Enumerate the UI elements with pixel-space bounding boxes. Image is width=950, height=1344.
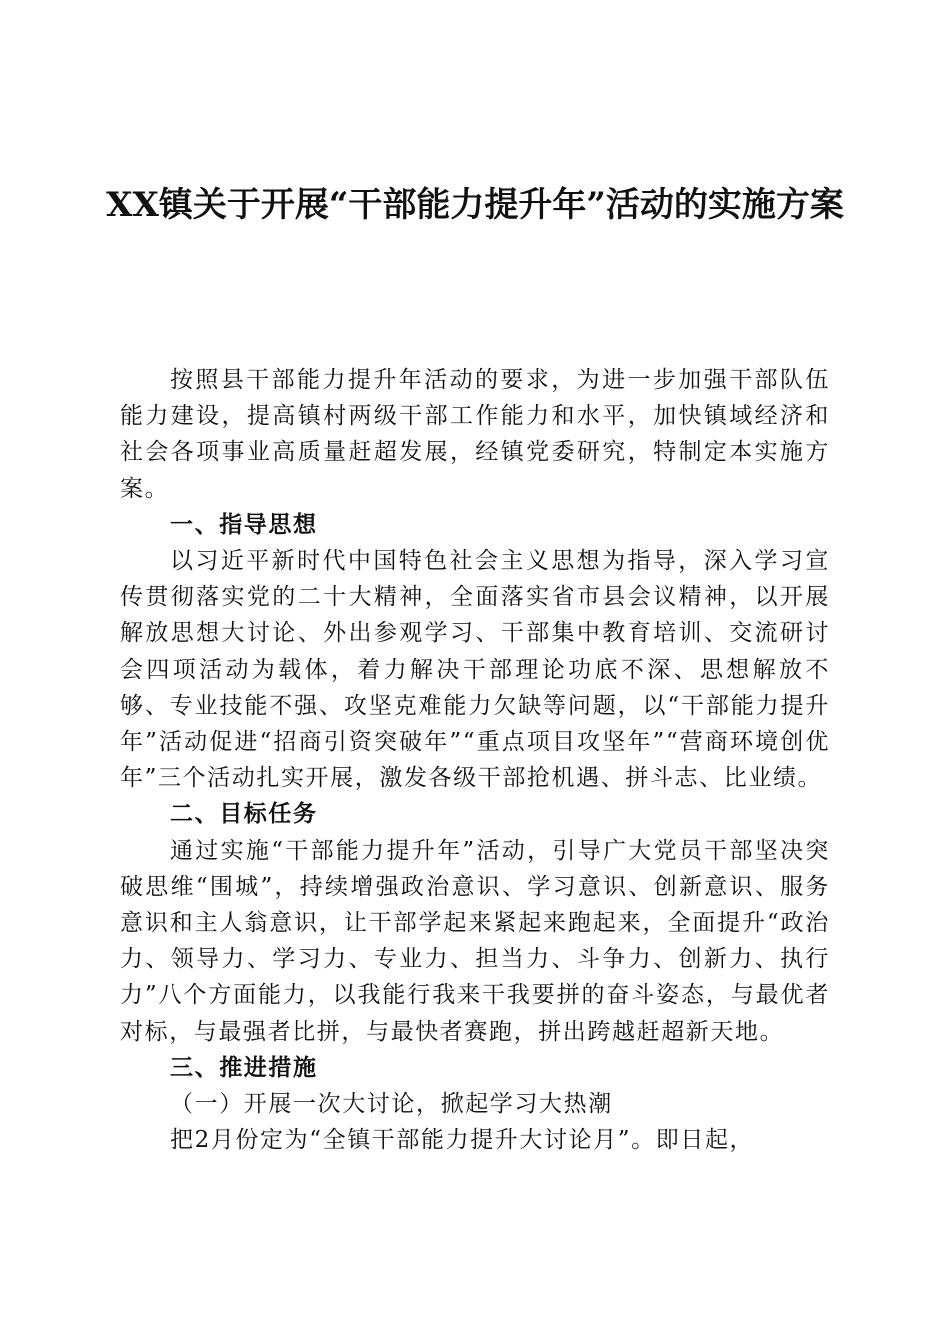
- document-body: [120, 362, 830, 1158]
- section-heading-guiding-ideology: 一、指导思想: [170, 511, 318, 538]
- subsection-paragraph-discussion: 把2月份定为“全镇干部能力提升大讨论月”。即日起，: [170, 1127, 755, 1154]
- section-paragraph-guiding-ideology: 以习近平新时代中国特色社会主义思想为指导，深入学习宣传贯彻落实党的二十大精神，全面落实省市县会议精神，以开展解放思想大讨论、外出参观学习、干部集中教育培训、交流研讨会四项活动为载体，着力解决干部理论功底不深、思想解放不够、专业技能不强、攻坚克难能力欠缺等问题，以“干部能力提升年”活动促进“招商引资突破年”“重点项目攻坚年”“营商环境创优年”三个活动扎实开展，激发各级干部抢机遇、拼斗志、比业绩。: [120, 548, 830, 792]
- intro-paragraph: 按照县干部能力提升年活动的要求，为进一步加强干部队伍能力建设，提高镇村两级干部工作能力和水平，加快镇域经济和社会各项事业高质量赶超发展，经镇党委研究，特制定本实施方案。: [120, 367, 830, 502]
- section-paragraph-objectives: 通过实施“干部能力提升年”活动，引导广大党员干部坚决突破思维“围城”，持续增强政治意识、学习意识、创新意识、服务意识和主人翁意识，让干部学起来紧起来跑起来，全面提升“政治力、领导力、学习力、专业力、担当力、斗争力、创新力、执行力”八个方面能力，以我能行我来干我要拼的奋斗姿态，与最优者对标，与最强者比拼，与最快者赛跑，拼出跨越赶超新天地。: [120, 837, 830, 1045]
- section-heading-measures: 三、推进措施: [170, 1054, 318, 1081]
- section-heading-objectives: 二、目标任务: [170, 801, 318, 828]
- subsection-heading-discussion: （一）开展一次大讨论，掀起学习大热潮: [170, 1091, 613, 1118]
- document-title: XX镇关于开展“干部能力提升年”活动的实施方案: [106, 185, 844, 225]
